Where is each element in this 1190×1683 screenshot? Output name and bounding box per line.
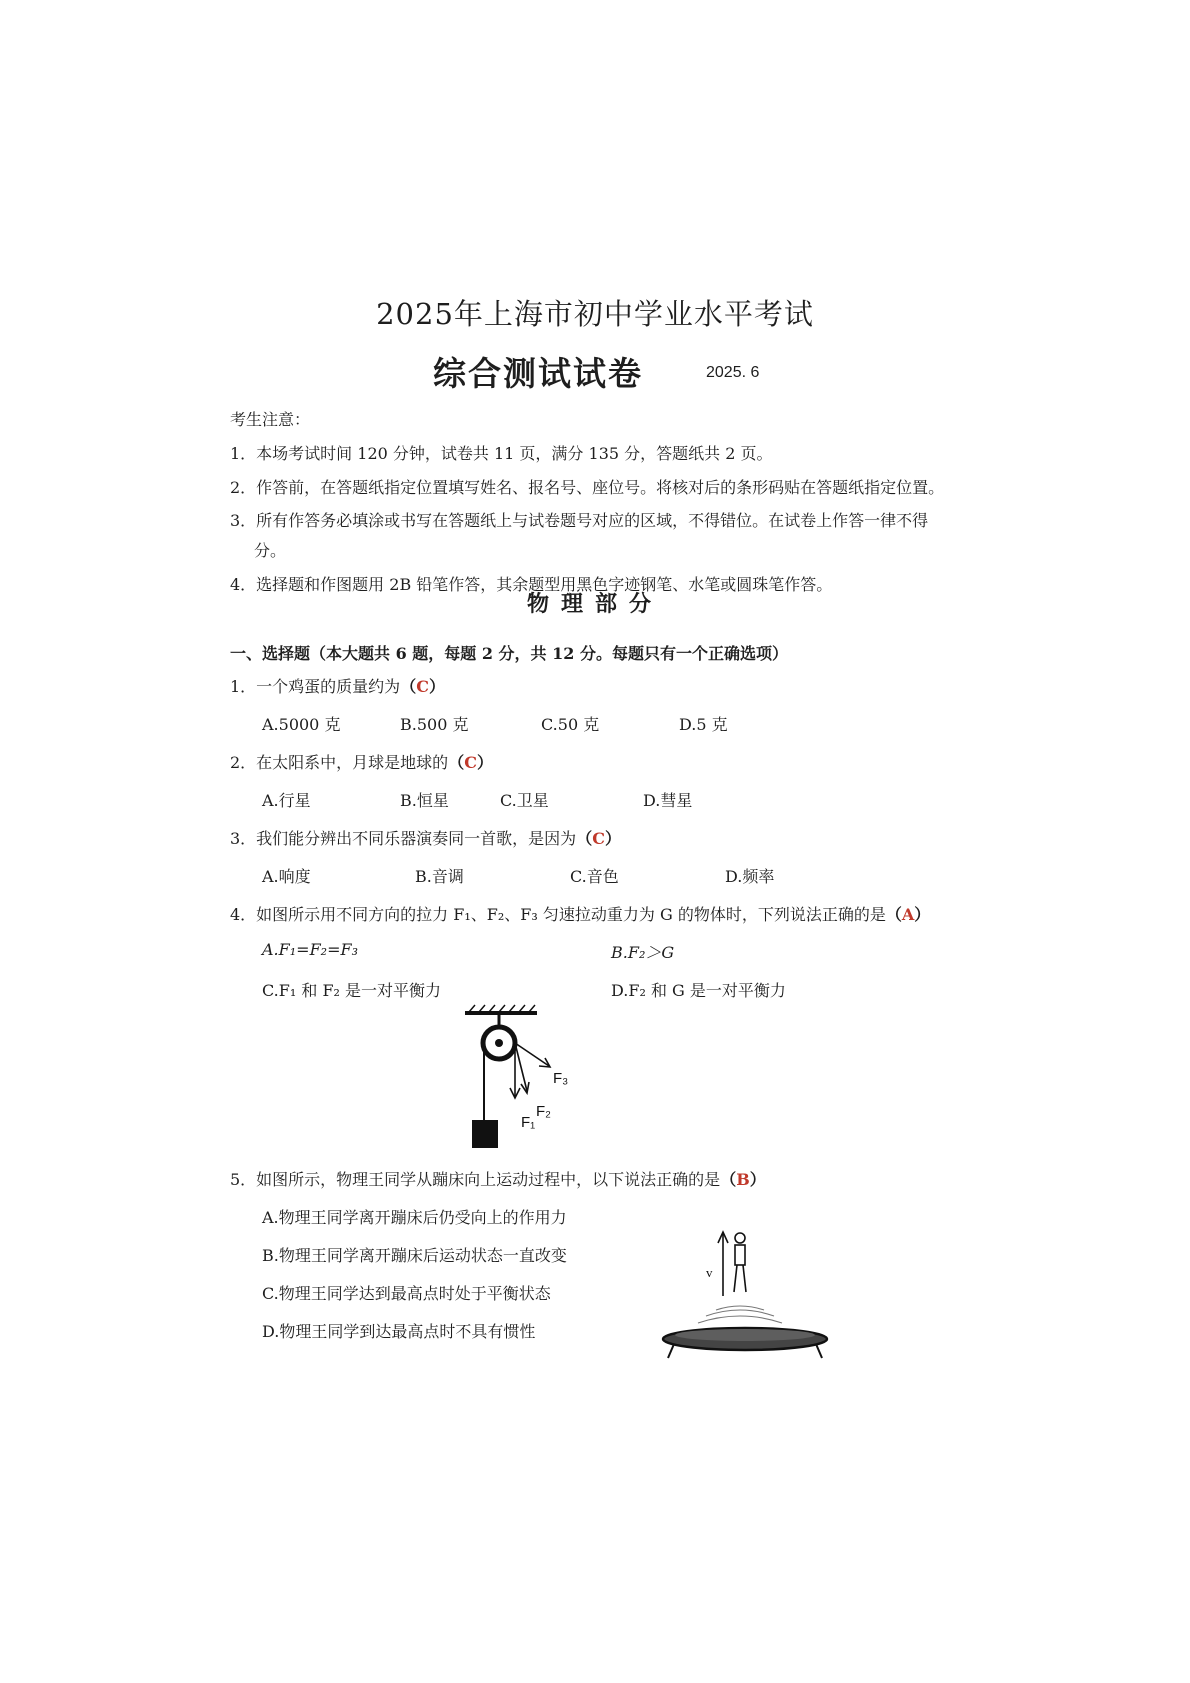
question-stem-text: 1．一个鸡蛋的质量约为 [230,677,401,696]
question-stem-text: 4．如图所示用不同方向的拉力 F₁、F₂、F₃ 匀速拉动重力为 G 的物体时，下列说法正确的是 [230,905,886,924]
question-1-option-b: B.500 克 [400,715,469,734]
question-5-option-b: B.物理王同学离开蹦床后运动状态一直改变 [262,1246,567,1265]
question-stem-text: 5．如图所示，物理王同学从蹦床向上运动过程中，以下说法正确的是 [230,1170,721,1189]
answer-letter: C [416,677,429,696]
question-4-option-a: A.F₁=F₂=F₃ [262,940,358,959]
notice-item-1: 1．本场考试时间 120 分钟，试卷共 11 页，满分 135 分，答题纸共 2 页。 [230,444,773,463]
question-3-option-b: B.音调 [415,867,464,886]
question-stem-text: 2．在太阳系中，月球是地球的 [230,753,449,772]
notice-item-3: 3．所有作答务必填涂或书写在答题纸上与试卷题号对应的区域，不得错位。在试卷上作答一律不得 [230,511,929,530]
part1-heading: 一、选择题（本大题共 6 题，每题 2 分，共 12 分。每题只有一个正确选项） [230,644,788,663]
section-title: 物理部分 [526,591,663,617]
answer-paren-open: （ [576,829,593,848]
question-1-stem [230,674,445,697]
pulley-figure [455,1003,605,1148]
question-2-stem [230,750,493,773]
answer-letter: A [901,905,915,924]
answer-paren-close: ） [428,677,445,696]
answer-paren-open: （ [885,905,902,924]
notice-item-4: 4．选择题和作图题用 2B 铅笔作答，其余题型用黑色字迹钢笔、水笔或圆珠笔作答。 [230,575,833,594]
exam-title: 2025年上海市初中学业水平考试 [376,297,814,331]
answer-paren-close: ） [604,829,621,848]
question-3-option-d: D.频率 [725,867,775,886]
question-4-stem [230,902,930,925]
answer-paren-close: ） [476,753,493,772]
question-3-stem [230,826,621,849]
label-f1: F₁ [521,1114,536,1131]
trampoline-figure [660,1212,840,1362]
motion-arcs [698,1306,782,1323]
question-2-option-d: D.彗星 [643,791,693,810]
question-1-option-c: C.50 克 [541,715,600,734]
question-5-option-d: D.物理王同学到达最高点时不具有惯性 [262,1322,536,1341]
exam-subtitle: 综合测试试卷 [433,354,643,393]
ceiling-hatch [465,1005,537,1013]
question-4-option-c: C.F₁ 和 F₂ 是一对平衡力 [262,981,442,1000]
question-2-option-b: B.恒星 [400,791,449,810]
question-3-option-c: C.音色 [570,867,619,886]
question-4-option-b: B.F₂＞G [611,943,675,962]
label-f3: F₃ [553,1070,569,1087]
answer-letter: B [736,1170,750,1189]
notice-label: 考生注意： [230,410,311,429]
velocity-label: v [706,1265,713,1280]
answer-letter: C [464,753,477,772]
question-5-stem [230,1167,766,1190]
question-1-option-a: A.5000 克 [262,715,341,734]
answer-paren-close: ） [749,1170,766,1189]
question-stem-text: 3．我们能分辨出不同乐器演奏同一首歌，是因为 [230,829,577,848]
weight-block [472,1120,498,1148]
label-f2: F₂ [536,1103,551,1120]
question-2-option-a: A.行星 [262,791,311,810]
question-1-option-d: D.5 克 [679,715,728,734]
notice-item-2: 2．作答前，在答题纸指定位置填写姓名、报名号、座位号。将核对后的条形码贴在答题纸指定位置。 [230,478,945,497]
answer-paren-open: （ [448,753,465,772]
question-5-option-c: C.物理王同学达到最高点时处于平衡状态 [262,1284,551,1303]
notice-item-3-continued: 分。 [254,541,287,560]
answer-paren-open: （ [400,677,417,696]
student-stick-figure [734,1233,746,1292]
pulley-axle [495,1039,503,1047]
answer-letter: C [592,829,605,848]
answer-paren-close: ） [914,905,931,924]
question-4-option-d: D.F₂ 和 G 是一对平衡力 [611,981,786,1000]
question-2-option-c: C.卫星 [500,791,549,810]
velocity-arrow [718,1232,728,1296]
question-3-option-a: A.响度 [262,867,311,886]
exam-date: 2025. 6 [706,364,760,381]
answer-paren-open: （ [720,1170,737,1189]
question-5-option-a: A.物理王同学离开蹦床后仍受向上的作用力 [262,1208,567,1227]
trampoline [663,1328,827,1358]
